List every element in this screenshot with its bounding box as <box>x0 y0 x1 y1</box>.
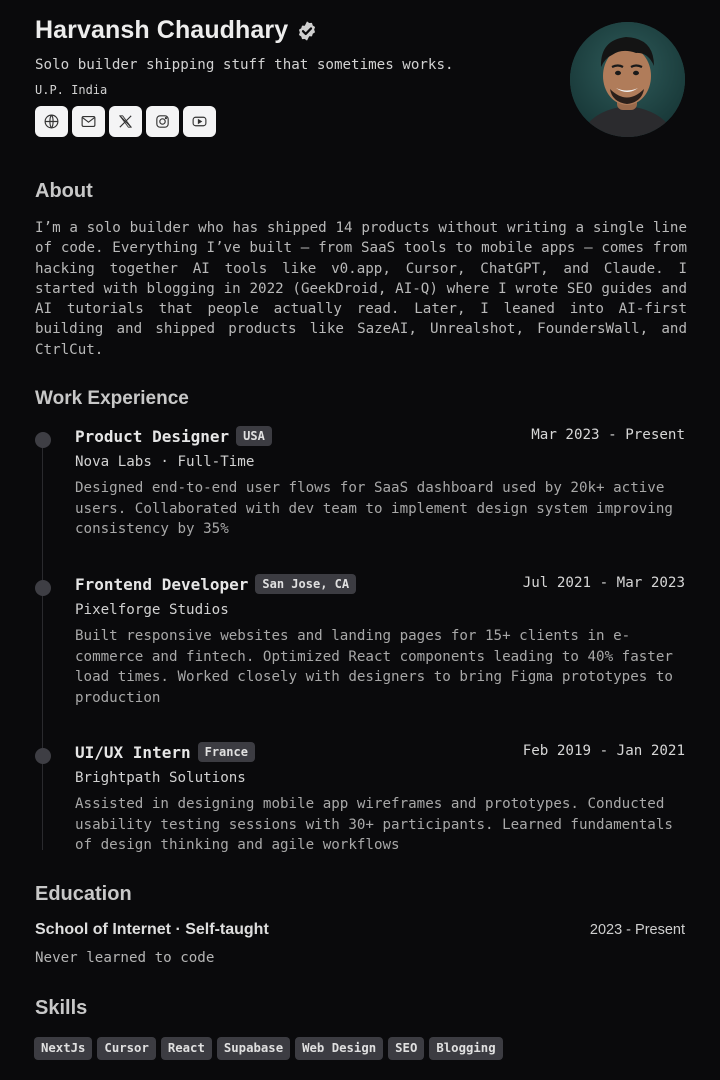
profile-name: Harvansh Chaudhary <box>35 16 289 44</box>
skill-tag: React <box>161 1037 212 1060</box>
skill-tag: SEO <box>388 1037 424 1060</box>
education-school: School of Internet · Self-taught <box>35 921 269 938</box>
skill-tag: NextJs <box>34 1037 92 1060</box>
job-title: UI/UX Intern <box>75 742 191 762</box>
about-text: I’m a solo builder who has shipped 14 products without writing a single line of code. Everything I’ve built — from SaaS tools to mobile apps — comes from hacking together AI tools like v0.app, Cursor, ChatGPT, and Claude. I started with blogging in 2022 (GeekDroid, AI-Q) where I wrote SEO guides and AI tutorials that people actually read. Later, I leaned into AI-first building and shipped products like SazeAI, Unrealshot, FoundersWall, and CtrlCut. <box>35 220 687 358</box>
mail-icon <box>80 113 97 130</box>
timeline-dot <box>35 748 51 764</box>
job-company: Nova Labs · Full-Time <box>75 454 255 470</box>
x-twitter-icon <box>117 113 134 130</box>
skill-tag: Cursor <box>97 1037 155 1060</box>
job-company: Brightpath Solutions <box>75 770 246 786</box>
avatar <box>570 22 685 137</box>
job-location-badge: San Jose, CA <box>255 574 356 594</box>
job-date: Feb 2019 - Jan 2021 <box>522 743 685 759</box>
skill-tag: Blogging <box>429 1037 502 1060</box>
job-location-badge: USA <box>236 426 272 446</box>
job-title: Product Designer <box>75 426 230 446</box>
skills-list <box>34 1037 503 1060</box>
job-title: Frontend Developer <box>75 574 249 594</box>
skill-tag: Web Design <box>295 1037 383 1060</box>
youtube-icon <box>191 113 208 130</box>
job-date: Jul 2021 - Mar 2023 <box>522 575 685 591</box>
timeline-dot <box>35 580 51 596</box>
job-item <box>35 574 685 714</box>
education-note: Never learned to code <box>35 950 215 966</box>
mail-link-button[interactable] <box>72 106 105 137</box>
job-description: Built responsive websites and landing pages for 15+ clients in e-commerce and fintech. Optimized React components leading to 40% faster load times. Worked closely with designers to bring Figma prototypes to production <box>75 628 673 706</box>
work-experience-title: Work Experience <box>35 388 189 409</box>
youtube-link-button[interactable] <box>183 106 216 137</box>
instagram-icon <box>154 113 171 130</box>
education-title: Education <box>35 883 132 905</box>
job-description: Designed end-to-end user flows for SaaS dashboard used by 20k+ active users. Collaborated with dev team to implement design system improving consistency by 35% <box>75 480 673 537</box>
job-date: Mar 2023 - Present <box>531 427 685 443</box>
instagram-link-button[interactable] <box>146 106 179 137</box>
job-location-badge: France <box>198 742 255 762</box>
job-description: Assisted in designing mobile app wireframes and prototypes. Conducted usability testing sessions with 30+ participants. Learned fundamentals of design thinking and agile workflows <box>75 796 673 853</box>
x-twitter-link-button[interactable] <box>109 106 142 137</box>
about-title: About <box>35 180 93 202</box>
job-company: Pixelforge Studios <box>75 602 229 618</box>
profile-tagline: Solo builder shipping stuff that sometimes works. <box>35 57 454 73</box>
globe-icon <box>43 113 60 130</box>
timeline-dot <box>35 432 51 448</box>
skills-title: Skills <box>35 997 88 1019</box>
globe-link-button[interactable] <box>35 106 68 137</box>
job-item <box>35 742 685 862</box>
verified-badge-icon <box>296 20 318 42</box>
education-date: 2023 - Present <box>589 922 685 938</box>
profile-location: U.P. India <box>35 83 108 97</box>
skill-tag: Supabase <box>217 1037 290 1060</box>
job-item <box>35 426 685 546</box>
